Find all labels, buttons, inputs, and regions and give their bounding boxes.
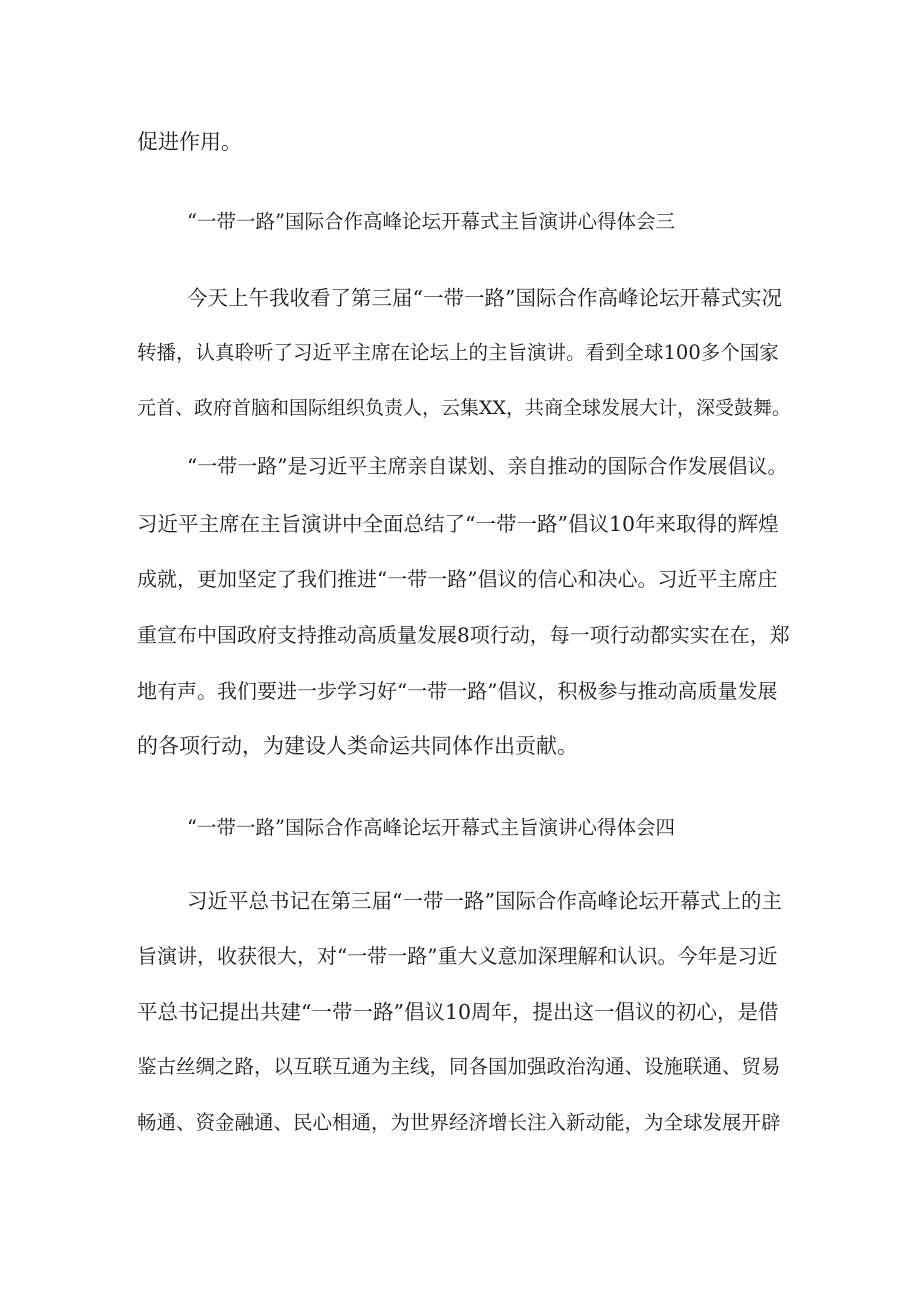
body-text-line: 畅通、资金融通、民心相通，为世界经济增长注入新动能，为全球发展开辟 [137,1111,781,1134]
body-text-line: 今天上午我收看了第三届“一带一路”国际合作高峰论坛开幕式实况 [187,286,782,310]
section-heading-three: “一带一路”国际合作高峰论坛开幕式主旨演讲心得体会三 [187,210,675,233]
body-text-line: 促进作用。 [137,130,242,154]
body-text-line: 旨演讲，收获很大，对“一带一路”重大义意加深理解和认识。今年是习近 [137,944,778,968]
body-text-line: 转播，认真聆听了习近平主席在论坛上的主旨演讲。看到全球100多个国家 [137,341,779,364]
body-text-line: 元首、政府首脑和国际组织负责人，云集XX，共商全球发展大计，深受鼓舞。 [137,397,792,419]
body-text-line: 习近平总书记在第三届“一带一路”国际合作高峰论坛开幕式上的主 [187,889,782,913]
body-text-line: 地有声。我们要进一步学习好“一带一路”倡议，积极参与推动高质量发展 [137,679,778,703]
body-text-line: 鉴古丝绸之路，以互联互通为主线，同各国加强政治沟通、设施联通、贸易 [137,1055,781,1078]
body-text-line: 成就，更加坚定了我们推进“一带一路”倡议的信心和决心。习近平主席庄 [137,567,778,591]
body-text-line: 习近平主席在主旨演讲中全面总结了“一带一路”倡议10年来取得的辉煌 [137,512,779,536]
body-text-line: 重宣布中国政府支持推动高质量发展8项行动，每一项行动都实实在在，郑 [137,623,790,647]
section-heading-four: “一带一路”国际合作高峰论坛开幕式主旨演讲心得体会四 [187,816,675,839]
body-text-line: 的各项行动，为建设人类命运共同体作出贡献。 [137,734,578,758]
body-text-line: “一带一路”是习近平主席亲自谋划、亲自推动的国际合作发展倡议。 [187,454,788,478]
body-text-line: 平总书记提出共建“一带一路”倡议10周年，提出这一倡议的初心，是借 [137,1000,779,1024]
